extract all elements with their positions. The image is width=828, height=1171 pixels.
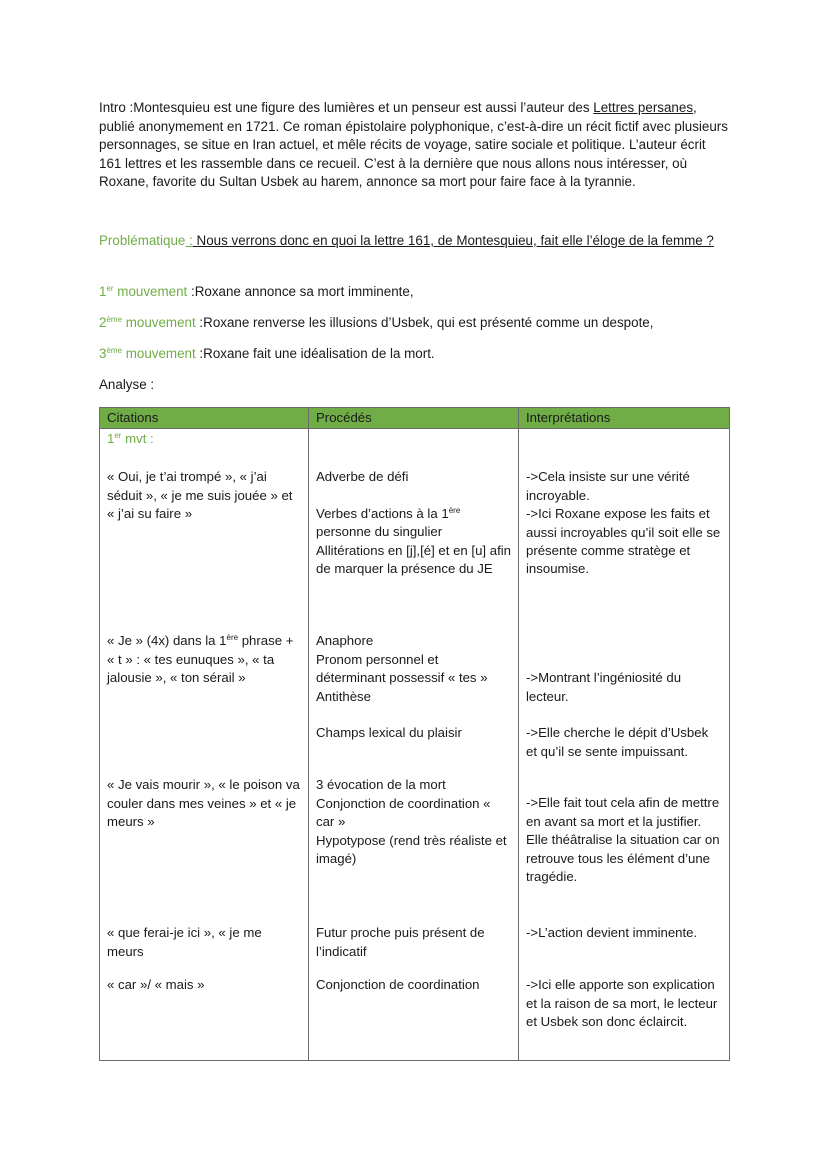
intro-paragraph: Intro :Montesquieu est une figure des lumières et un penseur est aussi l’auteur des Lettres persanes, publié anonymement en 1721. Ce roman épistolaire polyphonique, c’est-à-dire un récit fictif avec plusieurs personnages, se situe en Iran actuel, et mêle récits de voyage, satire sociale et politique. L’auteur écrit 161 lettres et les rassemble dans ce recueil. C’est à la dernière que nous allons nous intéresser, où Roxane, favorite du Sultan Usbek au harem, annonce sa mort pour faire face à la tyrannie. [99, 100, 728, 190]
citation-cell: « Oui, je t’ai trompé », « j’ai séduit », « je me suis jouée » et « j’ai su faire » [100, 460, 309, 618]
procedes-cell: Futur proche puis présent de l’indicatif [309, 920, 519, 976]
book-title: Lettres persanes [593, 100, 694, 115]
procedes-cell: Anaphore Pronom personnel et déterminant possessif « tes » Antithèse Champs lexical du plaisir [309, 618, 519, 772]
table-header-row [100, 408, 730, 429]
table-row [100, 976, 730, 1061]
interpretation-cell: ->Cela insiste sur une vérité incroyable. ->Ici Roxane expose les faits et aussi incroyables qu’il soit elle se présente comme stratège et insoumise. [519, 460, 730, 618]
header-interpretations: Interprétations [519, 408, 730, 429]
intro-label: Intro : [99, 100, 134, 115]
problematique-label: Problématique [99, 233, 186, 248]
interpretation-cell: ->Ici elle apporte son explication et la raison de sa mort, le lecteur et Usbek son donc éclaircit. [519, 976, 730, 1061]
table-row [100, 429, 730, 461]
procedes-cell: Conjonction de coordination [309, 976, 519, 1061]
interpretation-cell: ->Montrant l’ingéniosité du lecteur. ->Elle cherche le dépit d’Usbek et qu’il se sente impuissant. [519, 618, 730, 772]
procedes-cell: 3 évocation de la mort Conjonction de coordination « car » Hypotypose (rend très réaliste et imagé) [309, 772, 519, 920]
header-procedes: Procédés [309, 408, 519, 429]
analyse-label: Analyse : [99, 377, 155, 392]
interpretation-cell: ->Elle fait tout cela afin de mettre en avant sa mort et la justifier. Elle théâtralise la situation car on retrouve tous les élément d’une tragédie. [519, 772, 730, 920]
interpretation-cell: ->L’action devient imminente. [519, 920, 730, 976]
analysis-table [99, 407, 730, 1061]
mouvement-2: 2ème mouvement :Roxane renverse les illusions d’Usbek, qui est présenté comme un despote, [99, 315, 654, 330]
citation-cell: « que ferai-je ici », « je me meurs [100, 920, 309, 976]
citation-cell: « Je vais mourir », « le poison va couler dans mes veines » et « je meurs » [100, 772, 309, 920]
problematique: Problématique : Nous verrons donc en quoi la lettre 161, de Montesquieu, fait elle l’éloge de la femme ? [99, 233, 714, 248]
mouvement-1: 1er mouvement :Roxane annonce sa mort imminente, [99, 284, 414, 299]
procedes-cell: Adverbe de défi Verbes d’actions à la 1ère personne du singulier Allitérations en [j],[é] et en [u] afin de marquer la présence du JE [309, 460, 519, 618]
header-citations: Citations [100, 408, 309, 429]
citation-cell: « Je » (4x) dans la 1ère phrase + « t » : « tes eunuques », « ta jalousie », « ton sérail » [100, 618, 309, 772]
mouvement-3: 3ème mouvement :Roxane fait une idéalisation de la mort. [99, 346, 435, 361]
table-row [100, 618, 730, 772]
section-label: 1er mvt : [107, 431, 154, 447]
problematique-text: Nous verrons donc en quoi la lettre 161, de Montesquieu, fait elle l’éloge de la femme ? [192, 233, 714, 248]
citation-cell: « car »/ « mais » [100, 976, 309, 1061]
table-row [100, 772, 730, 920]
table-row [100, 460, 730, 618]
table-row [100, 920, 730, 976]
